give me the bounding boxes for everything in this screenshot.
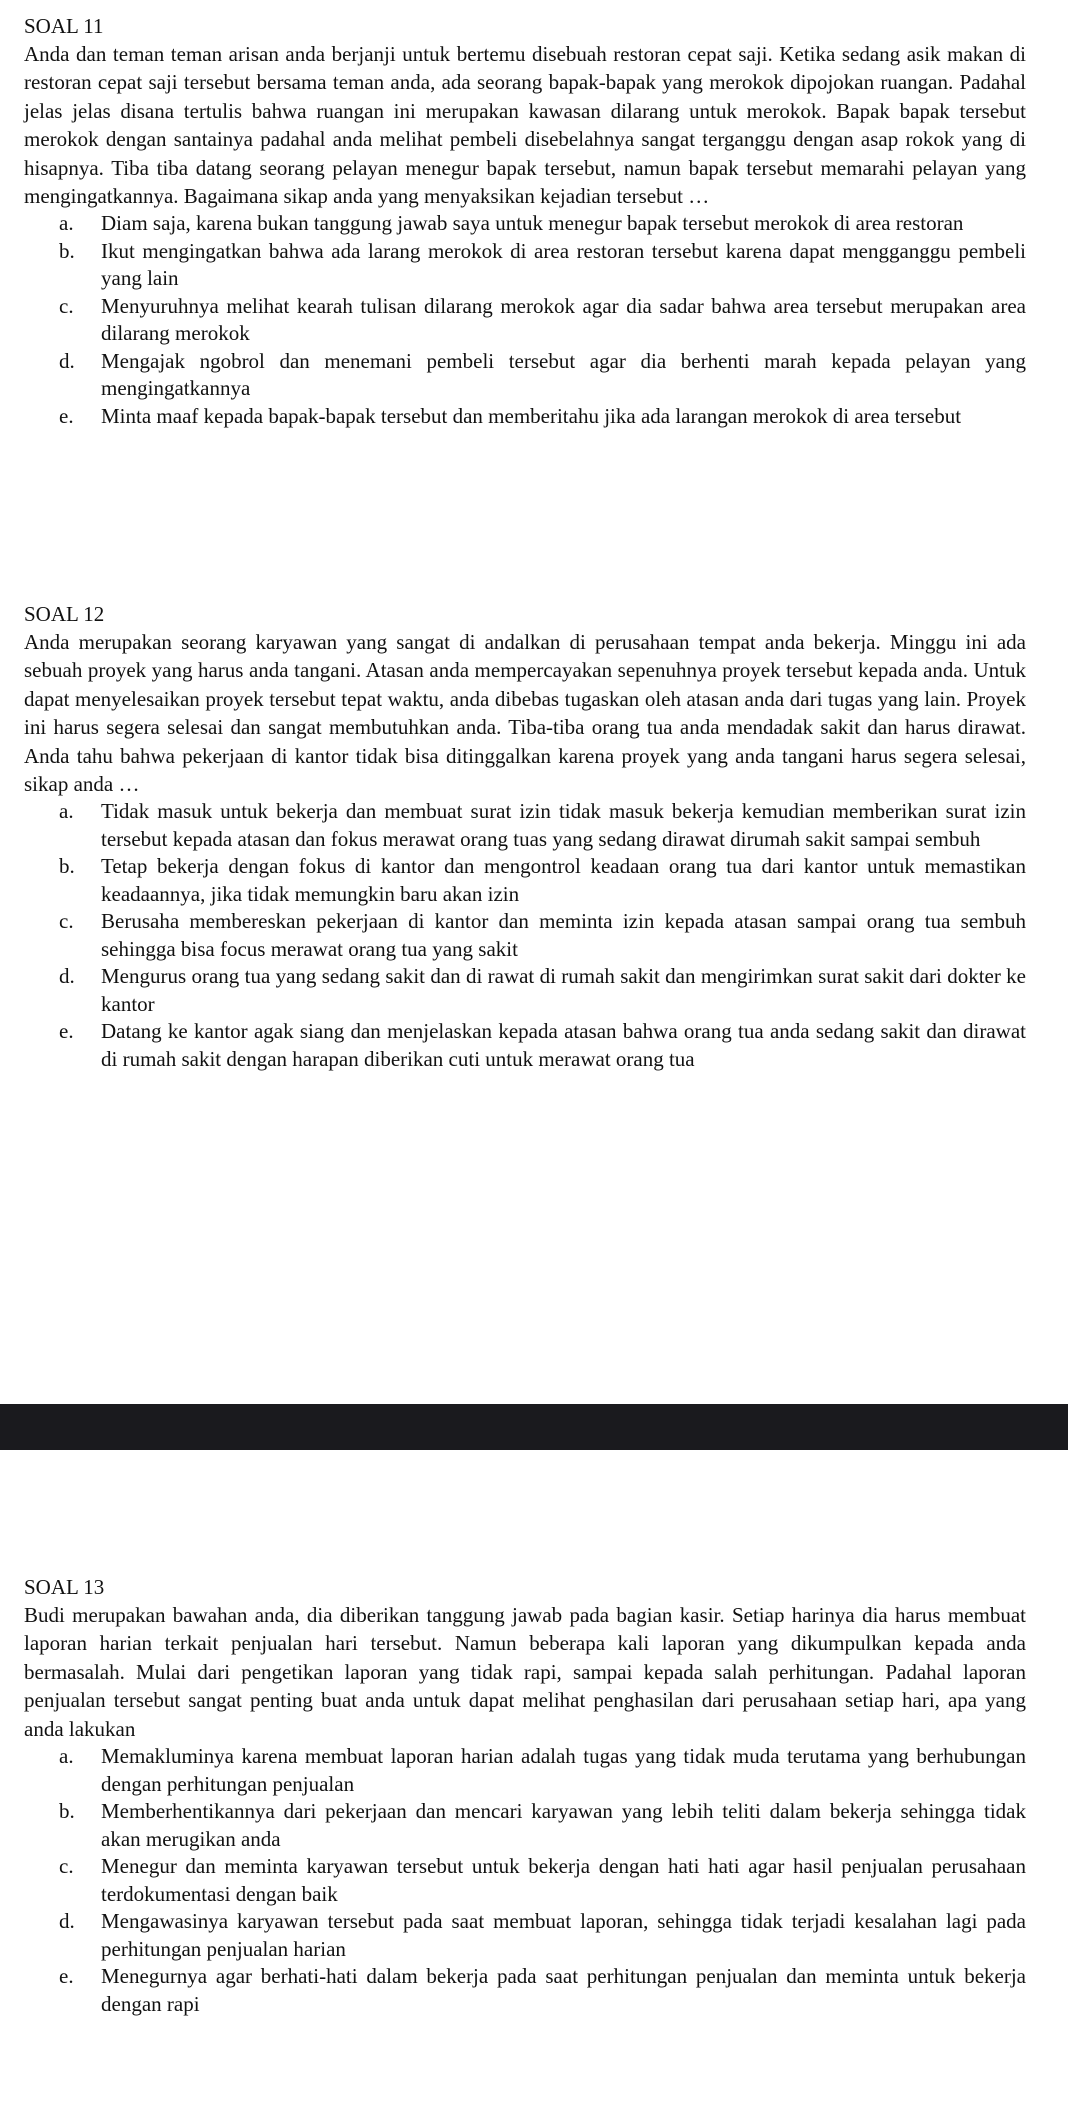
option-text: Memakluminya karena membuat laporan harian adalah tugas yang tidak muda terutama yang berhubungan dengan perhitungan penjualan — [101, 1744, 1026, 1796]
option-c — [24, 908, 1026, 963]
option-e — [24, 403, 1026, 431]
question-stem: Budi merupakan bawahan anda, dia diberikan tanggung jawab pada bagian kasir. Setiap harinya dia harus membuat laporan harian terkait penjualan hari tersebut. Namun beberapa kali laporan yang dikumpulkan kepada anda bermasalah. Mulai dari pengetikan laporan yang tidak rapi, sampai kepada salah perhitungan. Padahal laporan penjualan tersebut sangat penting buat anda untuk dapat melihat penghasilan dari perusahaan setiap hari, apa yang anda lakukan — [24, 1603, 1026, 1741]
option-letter: c. — [59, 1854, 74, 1879]
option-d — [24, 348, 1026, 403]
option-e — [24, 1018, 1026, 1073]
question-12 — [24, 600, 1026, 1073]
answer-options — [24, 798, 1026, 1073]
question-stem: Anda dan teman teman arisan anda berjanji untuk bertemu disebuah restoran cepat saji. Ketika sedang asik makan di restoran cepat saji tersebut bersama teman anda, ada seorang bapak-bapak yang merokok dipojokan ruangan. Padahal jelas jelas disana tertulis bahwa ruangan ini merupakan kawasan dilarang untuk merokok. Bapak bapak tersebut merokok dengan santainya padahal anda melihat pembeli disebelahnya sangat terganggu dengan asap rokok yang di hisapnya. Tiba tiba datang seorang pelayan menegur bapak tersebut, namun bapak tersebut memarahi pelayan yang mengingatkannya. Bagaimana sikap anda yang menyaksikan kejadian tersebut … — [24, 42, 1026, 209]
question-11 — [24, 12, 1026, 430]
option-text: Menegur dan meminta karyawan tersebut untuk bekerja dengan hati hati agar hasil penjualan perusahaan terdokumentasi dengan baik — [101, 1854, 1026, 1906]
option-text: Datang ke kantor agak siang dan menjelaskan kepada atasan bahwa orang tua anda sedang sakit dan dirawat di rumah sakit dengan harapan diberikan cuti untuk merawat orang tua — [101, 1019, 1026, 1071]
question-title: SOAL 11 — [24, 14, 104, 38]
option-e — [24, 1963, 1026, 2018]
page-separator-band — [0, 1404, 1068, 1450]
option-letter: e. — [59, 1019, 74, 1044]
option-letter: a. — [59, 211, 74, 236]
question-title: SOAL 12 — [24, 602, 105, 626]
option-a — [24, 210, 1026, 238]
option-c — [24, 293, 1026, 348]
question-13 — [24, 1573, 1026, 2018]
option-letter: b. — [59, 1799, 75, 1824]
option-a — [24, 798, 1026, 853]
option-text: Mengawasinya karyawan tersebut pada saat membuat laporan, sehingga tidak terjadi kesalahan lagi pada perhitungan penjualan harian — [101, 1909, 1026, 1961]
option-letter: b. — [59, 854, 75, 879]
option-letter: d. — [59, 348, 75, 373]
option-text: Memberhentikannya dari pekerjaan dan mencari karyawan yang lebih teliti dalam bekerja sehingga tidak akan merugikan anda — [101, 1799, 1026, 1851]
option-text: Mengajak ngobrol dan menemani pembeli tersebut agar dia berhenti marah kepada pelayan yang mengingatkannya — [101, 348, 1026, 401]
option-text: Menegurnya agar berhati-hati dalam bekerja pada saat perhitungan penjualan dan meminta untuk bekerja dengan rapi — [101, 1964, 1026, 2016]
answer-options — [24, 1743, 1026, 2018]
option-text: Diam saja, karena bukan tanggung jawab saya untuk menegur bapak tersebut merokok di area restoran — [101, 211, 964, 236]
option-text: Berusaha membereskan pekerjaan di kantor dan meminta izin kepada atasan sampai orang tua sembuh sehingga bisa focus merawat orang tua yang sakit — [101, 909, 1026, 961]
option-letter: e. — [59, 403, 74, 428]
question-stem: Anda merupakan seorang karyawan yang sangat di andalkan di perusahaan tempat anda bekerja. Minggu ini ada sebuah proyek yang harus anda tangani. Atasan anda mempercayakan sepenuhnya proyek tersebut kepada anda. Untuk dapat menyelesaikan proyek tersebut tepat waktu, anda dibebas tugaskan oleh atasan anda dari tugas yang lain. Proyek ini harus segera selesai dan sangat membutuhkan anda. Tiba-tiba orang tua anda mendadak sakit dan harus dirawat. Anda tahu bahwa pekerjaan di kantor tidak bisa ditinggalkan karena proyek yang anda tangani harus segera selesai, sikap anda … — [24, 630, 1026, 797]
option-b — [24, 853, 1026, 908]
option-b — [24, 238, 1026, 293]
option-text: Tidak masuk untuk bekerja dan membuat surat izin tidak masuk bekerja kemudian memberikan surat izin tersebut kepada atasan dan fokus merawat orang tuas yang sedang dirawat dirumah sakit sampai sembuh — [101, 799, 1026, 851]
option-text: Tetap bekerja dengan fokus di kantor dan mengontrol keadaan orang tua dari kantor untuk memastikan keadaannya, jika tidak memungkin baru akan izin — [101, 854, 1026, 906]
option-letter: b. — [59, 238, 75, 263]
option-letter: d. — [59, 964, 75, 989]
option-letter: c. — [59, 293, 74, 318]
option-text: Menyuruhnya melihat kearah tulisan dilarang merokok agar dia sadar bahwa area tersebut merupakan area dilarang merokok — [101, 293, 1026, 346]
option-d — [24, 1908, 1026, 1963]
option-d — [24, 963, 1026, 1018]
option-c — [24, 1853, 1026, 1908]
option-text: Ikut mengingatkan bahwa ada larang merokok di area restoran tersebut karena dapat mengganggu pembeli yang lain — [101, 238, 1026, 291]
option-text: Mengurus orang tua yang sedang sakit dan di rawat di rumah sakit dan mengirimkan surat sakit dari dokter ke kantor — [101, 964, 1026, 1016]
option-text: Minta maaf kepada bapak-bapak tersebut dan memberitahu jika ada larangan merokok di area tersebut — [101, 403, 962, 428]
answer-options — [24, 210, 1026, 430]
option-b — [24, 1798, 1026, 1853]
option-letter: d. — [59, 1909, 75, 1934]
option-letter: a. — [59, 1744, 74, 1769]
option-letter: e. — [59, 1964, 74, 1989]
option-letter: a. — [59, 799, 74, 824]
option-a — [24, 1743, 1026, 1798]
question-title: SOAL 13 — [24, 1575, 105, 1599]
option-letter: c. — [59, 909, 74, 934]
